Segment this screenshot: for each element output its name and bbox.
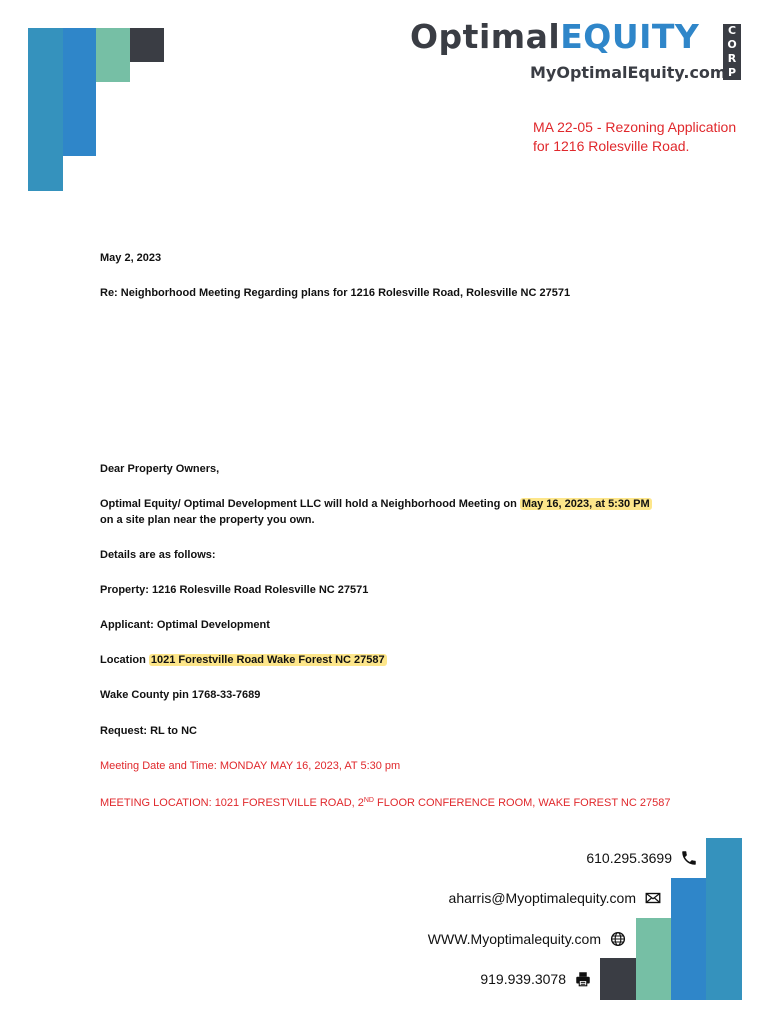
fax-icon (574, 970, 592, 988)
decor-bar-green-bottom (636, 918, 671, 1000)
phone-icon (680, 849, 698, 867)
globe-icon (609, 930, 627, 948)
envelope-icon (644, 889, 662, 907)
decor-bar-green-top (96, 28, 130, 82)
reference-line-2: for 1216 Rolesville Road. (533, 138, 690, 154)
logo-word-optimal: Optimal (410, 17, 561, 56)
decor-bar-blue-top (63, 28, 96, 156)
decor-bar-dark-bottom (600, 958, 636, 1000)
decor-bar-teal-bottom (706, 838, 742, 1000)
letter-para1-line1 (100, 496, 652, 512)
para1-text: Optimal Equity/ Optimal Development LLC will hold a Neighborhood Meeting on (100, 498, 520, 510)
contact-web[interactable]: WWW.Myoptimalequity.com (427, 931, 601, 947)
meeting-location-sup: ND (363, 797, 374, 804)
meeting-location (100, 793, 670, 811)
contact-web-row (428, 929, 627, 949)
logo-website: MyOptimalEquity.com (530, 63, 727, 82)
meeting-location-text-2: FLOOR CONFERENCE ROOM, WAKE FOREST NC 27587 (374, 797, 671, 809)
decor-bar-teal-top (28, 28, 63, 191)
detail-property: Property: 1216 Rolesville Road Rolesville NC 27571 (100, 584, 369, 596)
decor-bar-dark-top (130, 28, 164, 62)
logo-corp-letter: C (727, 24, 737, 37)
letter-date: May 2, 2023 (100, 252, 162, 264)
meeting-location-text-1: MEETING LOCATION: 1021 FORESTVILLE ROAD, 2 (100, 797, 364, 809)
contact-phone[interactable]: 610.295.3699 (586, 850, 672, 866)
company-logo (410, 17, 700, 56)
meeting-date-highlight: May 16, 2023, at 5:30 PM (521, 498, 650, 510)
detail-location (100, 652, 387, 668)
location-label: Location (100, 654, 149, 666)
logo-word-equity: EQUITY (560, 17, 700, 56)
meeting-datetime: Meeting Date and Time: MONDAY MAY 16, 2023, AT 5:30 pm (100, 760, 401, 772)
decor-bar-blue-bottom (671, 878, 706, 1000)
detail-request: Request: RL to NC (100, 725, 197, 737)
contact-fax[interactable]: 919.939.3078 (480, 971, 566, 987)
contact-fax-row (480, 969, 592, 989)
logo-corp-letter: R (727, 52, 737, 65)
contact-email-row (449, 888, 662, 908)
details-intro: Details are as follows: (100, 549, 216, 561)
logo-corp-letter: P (727, 66, 737, 79)
location-highlight: 1021 Forestville Road Wake Forest NC 27587 (150, 654, 385, 666)
reference-block (533, 118, 753, 156)
logo-corp-letter: O (727, 38, 737, 51)
letter-salutation: Dear Property Owners, (100, 463, 220, 475)
letter-para1-line2: on a site plan near the property you own. (100, 514, 315, 526)
contact-email[interactable]: aharris@Myoptimalequity.com (448, 890, 636, 906)
detail-pin: Wake County pin 1768-33-7689 (100, 689, 261, 701)
detail-applicant: Applicant: Optimal Development (100, 619, 270, 631)
letter-re-line: Re: Neighborhood Meeting Regarding plans for 1216 Rolesville Road, Rolesville NC 27571 (100, 287, 571, 299)
reference-line-1: MA 22-05 - Rezoning Application (533, 119, 737, 135)
contact-phone-row (586, 848, 698, 868)
